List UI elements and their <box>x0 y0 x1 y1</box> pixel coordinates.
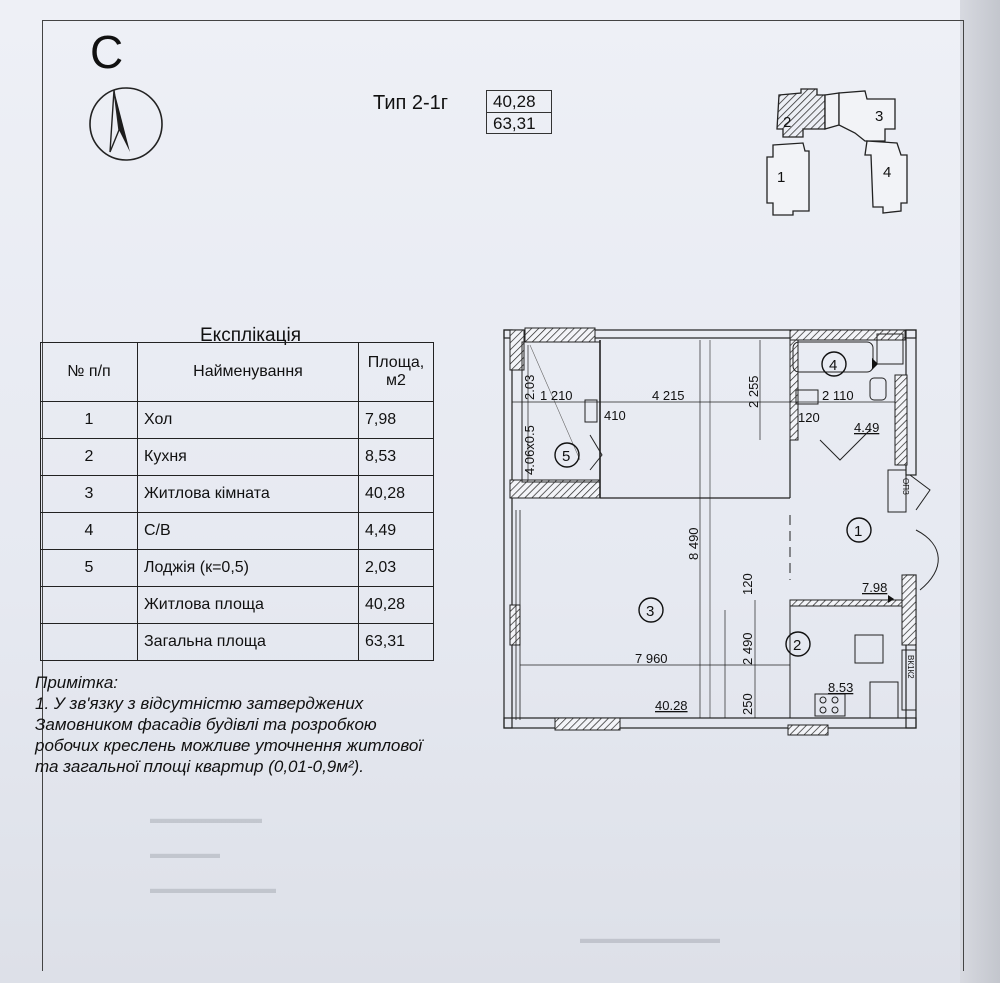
living-area-value: 40,28 <box>487 91 551 113</box>
room-number-5: 5 <box>562 448 571 465</box>
row-number <box>41 624 138 661</box>
col-header-number: № п/п <box>41 343 138 402</box>
table-header-row <box>41 343 434 402</box>
dim-loggia-side: 4.06х0.5 <box>522 425 537 475</box>
row-name: Лоджія (к=0,5) <box>138 550 359 587</box>
row-name: Хол <box>138 402 359 439</box>
row-name: С/В <box>138 513 359 550</box>
row-area: 40,28 <box>359 587 434 624</box>
row-number: 3 <box>41 476 138 513</box>
row-number: 4 <box>41 513 138 550</box>
row-area: 7,98 <box>359 402 434 439</box>
note-block <box>35 672 435 777</box>
row-area: 8,53 <box>359 439 434 476</box>
row-area: 4,49 <box>359 513 434 550</box>
shaft-label: ВК1К2 <box>906 655 915 679</box>
table-row <box>41 439 434 476</box>
dim-2110: 2 110 <box>822 388 854 403</box>
row-name: Загальна площа <box>138 624 359 661</box>
row-number: 2 <box>41 439 138 476</box>
row-area: 2,03 <box>359 550 434 587</box>
note-heading: Примітка: <box>35 673 119 692</box>
row-name: Житлова площа <box>138 587 359 624</box>
area-living: 40.28 <box>655 698 688 713</box>
table-row <box>41 587 434 624</box>
row-area: 63,31 <box>359 624 434 661</box>
bleed-text: ▬▬▬▬▬▬▬▬▬ <box>150 880 276 896</box>
note-body: 1. У зв'язку з відсутністю затверджених Замовником фасадів будівлі та розробкою робочих креслень можливе уточнення житлової та загальної площі квартир (0,01-0,9м²). <box>35 694 423 776</box>
wall-left <box>504 330 512 728</box>
bleed-text: ▬▬▬▬▬▬▬▬ <box>150 810 262 826</box>
room-number-4: 4 <box>829 357 838 374</box>
dim-7960: 7 960 <box>635 651 668 666</box>
compass-letter: С <box>90 26 124 78</box>
dim-2490: 2 490 <box>740 632 755 665</box>
dim-2255: 2 255 <box>746 375 761 408</box>
dim-loggia-h: 2.03 <box>522 374 537 400</box>
bleed-text: ▬▬▬▬▬▬▬▬▬▬ <box>580 930 720 946</box>
apartment-type-title: Тип 2-1г <box>373 92 449 114</box>
row-number <box>41 587 138 624</box>
area-kitchen: 8.53 <box>828 680 854 695</box>
explication-title: Експлікація <box>200 325 301 346</box>
dim-120-a: 120 <box>798 410 820 425</box>
table-row <box>41 402 434 439</box>
floor-plan <box>490 320 950 750</box>
key-section-1: 1 <box>777 169 786 186</box>
row-name: Житлова кімната <box>138 476 359 513</box>
dim-4215: 4 215 <box>652 388 685 403</box>
key-section-4: 4 <box>883 164 892 181</box>
row-name: Кухня <box>138 439 359 476</box>
table-row <box>41 550 434 587</box>
row-number: 1 <box>41 402 138 439</box>
row-number: 5 <box>41 550 138 587</box>
room-number-1: 1 <box>854 523 863 540</box>
area-hall: 7.98 <box>862 580 888 595</box>
key-section-3: 3 <box>875 108 884 125</box>
col-header-area: Площа, м2 <box>359 343 434 402</box>
explication-table <box>40 342 434 661</box>
north-arrow-icon <box>88 86 168 166</box>
dim-410: 410 <box>604 408 626 423</box>
shaft-label: ОПЗ <box>901 478 910 495</box>
table-row <box>41 513 434 550</box>
key-section-2: 2 <box>783 114 792 131</box>
key-plan <box>755 85 920 220</box>
area-summary-box <box>486 90 552 134</box>
dim-8490: 8 490 <box>686 527 701 560</box>
room-number-2: 2 <box>793 637 802 654</box>
bleed-text: ▬▬▬▬▬ <box>150 845 220 861</box>
total-area-value: 63,31 <box>493 114 536 133</box>
table-row <box>41 624 434 661</box>
dim-250: 250 <box>740 693 755 715</box>
row-area: 40,28 <box>359 476 434 513</box>
area-bathroom: 4.49 <box>854 420 880 435</box>
dim-120-b: 120 <box>740 573 755 595</box>
col-header-name: Найменування <box>138 343 359 402</box>
table-row <box>41 476 434 513</box>
dim-loggia-w: 1 210 <box>540 388 573 403</box>
room-number-3: 3 <box>646 603 655 620</box>
page-edge <box>960 0 1000 983</box>
